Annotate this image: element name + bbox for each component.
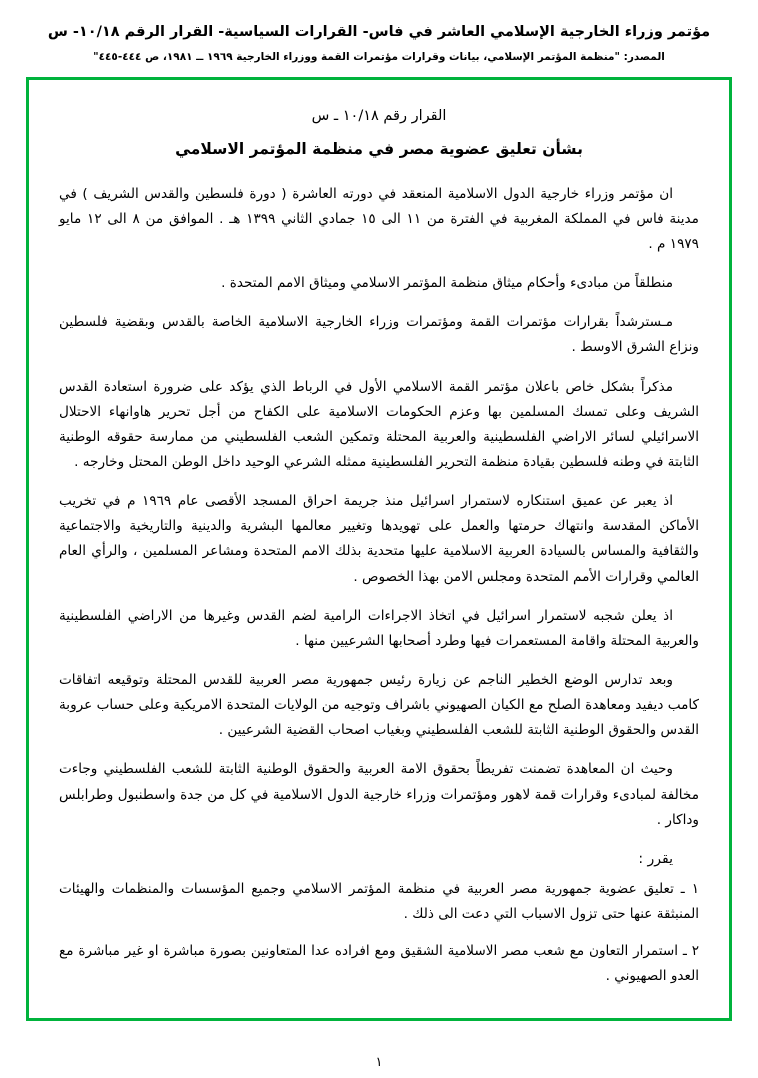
paragraph: وبعد تدارس الوضع الخطير الناجم عن زيارة رئيس جمهورية مصر العربية للقدس المحتلة وتوقيعه اتفاقات كامب ديفيد ومعاهدة الصلح مع الكيان الصهيوني باشراف وتوجيه من الولايات المتحدة الامريكية وعلى حساب عروبة القدس والحقوق الوطنية الثابتة للشعب الفلسطيني وبغياب اصحاب القضية الشرعيين . <box>59 672 699 739</box>
list-item: ١ ـ تعليق عضوية جمهورية مصر العربية في منظمة المؤتمر الاسلامي وجميع المؤسسات والمنظمات والهيئات المنبثقة عنها حتى تزول الاسباب التي دعت الى ذلك . <box>59 880 699 922</box>
paragraph: منطلقاً من مبادىء وأحكام ميثاق منظمة المؤتمر الاسلامي وميثاق الامم المتحدة . <box>221 275 673 292</box>
header-source: المصدر: "منظمة المؤتمر الإسلامي، بيانات وقرارات مؤتمرات القمة ووزراء الخارجية ١٩٦٩ ــ ١٩٨١، ص ٤٤٤-٤٤٥" <box>93 50 665 63</box>
document-frame <box>26 77 732 1021</box>
paragraph: مـسترشداً بقرارات مؤتمرات القمة ومؤتمرات وزراء الخارجية الاسلامية الخاصة بالقدس وبقضية فلسطين ونزاع الشرق الاوسط . <box>59 314 699 356</box>
paragraph: اذ يعلن شجبه لاستمرار اسرائيل في اتخاذ الاجراءات الرامية لضم القدس وغيرها من الاراضي الفلسطينية والعربية المحتلة واقامة المستعمرات فيها وطرد أصحابها الشرعيين منها . <box>59 607 699 649</box>
resolution-number: القرار رقم ١٠/١٨ ـ س <box>311 107 447 124</box>
paragraph: ان مؤتمر وزراء خارجية الدول الاسلامية المنعقد في دورته العاشرة ( دورة فلسطين والقدس الشريف ) في مدينة فاس في المملكة المغربية في الفترة من ١١ الى ١٥ جمادي الثاني ١٣٩٩ هـ . الموافق من ٨ الى ١٢ مايو ١٩٧٩ م . <box>59 185 699 253</box>
page-number: ١ <box>375 1055 383 1070</box>
paragraph: وحيث ان المعاهدة تضمنت تفريطاً بحقوق الامة العربية والحقوق الوطنية الثابتة للشعب الفلسطيني وجاءت مخالفة لمبادىء وقرارات قمة لاهور ومؤتمرات وزراء خارجية الدول الاسلامية في كل من جدة واسطنبول وطرابلس وداكار . <box>59 761 699 828</box>
header-title: مؤتمر وزراء الخارجية الإسلامي العاشر في فاس- القرارات السياسية- القرار الرقم ١٠/١٨- س <box>47 24 711 40</box>
paragraph: مذكراً بشكل خاص باعلان مؤتمر القمة الاسلامي الأول في الرباط الذي يؤكد على ضرورة استعادة القدس الشريف وعلى تمسك المسلمين بها وعزم الحكومات الاسلامية على الكفاح من أجل تحرير هاوانهاء الاحتلال الاسرائيلي لسائر الاراضي الفلسطينية والعربية المحتلة وتمكين الشعب الفلسطيني من ممارسة حقوقه الوطنية الثابتة في وطنه فلسطين بقيادة منظمة التحرير الفلسطينية ممثله الشرعي الوحيد داخل الوطن المحتل وخارجه . <box>59 378 699 471</box>
page-header <box>0 0 758 63</box>
decides-label: يقرر : <box>638 850 673 867</box>
list-item: ٢ ـ استمرار التعاون مع شعب مصر الاسلامية الشقيق ومع افراده عدا المتعاونين بصورة مباشرة او غير مباشرة مع العدو الصهيوني . <box>59 943 699 985</box>
paragraph: اذ يعبر عن عميق استنكاره لاستمرار اسرائيل منذ جريمة احراق المسجد الأقصى عام ١٩٦٩ م في تخريب الأماكن المقدسة وانتهاك حرمتها والعمل على تهويدها وتغيير معالمها البشرية والدينية والتاريخية والاجتماعية والثقافية والمساس بالسيادة العربية الاسلامية عليها متحدية بذلك الامم المتحدة ومشاعر المسلمين ، والرأي العام العالمي وقرارات الأمم المتحدة ومجلس الامن بهذا الخصوص . <box>59 493 699 585</box>
resolution-subject: بشأن تعليق عضوية مصر في منظمة المؤتمر الاسلامي <box>175 139 583 158</box>
